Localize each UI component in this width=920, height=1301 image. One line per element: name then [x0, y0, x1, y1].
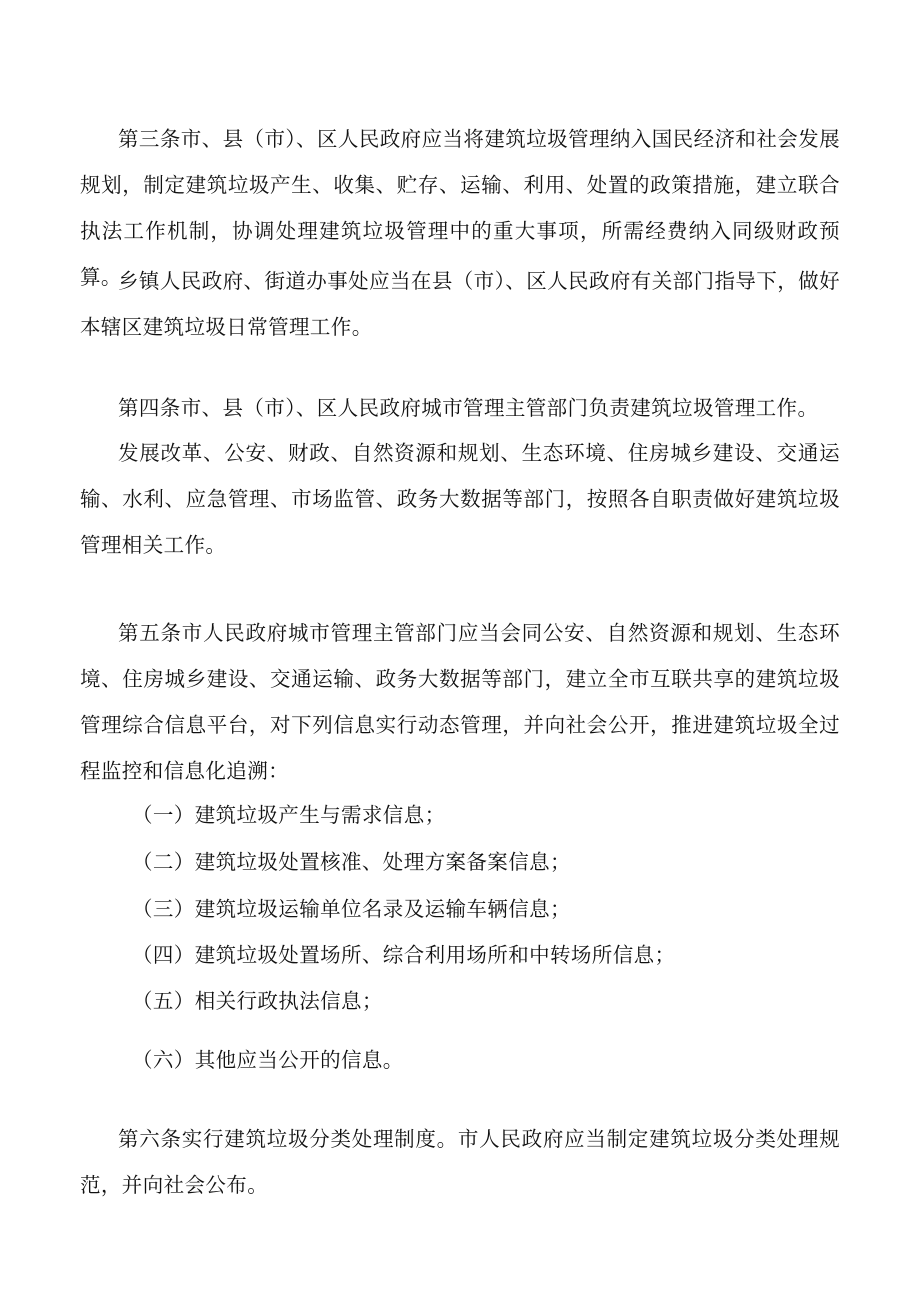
article-5-list-item: （五）相关行政执法信息；: [132, 989, 383, 1013]
article-4-paragraph-1: 第四条市、县（市）、区人民政府城市管理主管部门负责建筑垃圾管理工作。: [118, 396, 819, 420]
article-5-list-item: （一）建筑垃圾产生与需求信息；: [132, 803, 446, 827]
article-6-paragraph-1: 第六条实行建筑垃圾分类处理制度。市人民政府应当制定建筑垃圾分类处理规范，并向社会公布。: [80, 1127, 840, 1197]
article-5-paragraph-1: 第五条市人民政府城市管理主管部门应当会同公安、自然资源和规划、生态环境、住房城乡建设、交通运输、政务大数据等部门，建立全市互联共享的建筑垃圾管理综合信息平台，对下列信息实行动态管理，并向社会公开，推进建筑垃圾全过程监控和信息化追溯：: [80, 621, 840, 783]
article-3-paragraph-2: 乡镇人民政府、街道办事处应当在县（市）、区人民政府有关部门指导下，做好本辖区建筑垃圾日常管理工作。: [80, 269, 840, 339]
article-5-list-item: （六）其他应当公开的信息。: [132, 1048, 404, 1072]
article-3-paragraph-1: 第三条市、县（市）、区人民政府应当将建筑垃圾管理纳入国民经济和社会发展规划，制定建筑垃圾产生、收集、贮存、运输、利用、处置的政策措施，建立联合执法工作机制，协调处理建筑垃圾管理中的重大事项，所需经费纳入同级财政预算。: [80, 127, 840, 289]
article-5-list-item: （三）建筑垃圾运输单位名录及运输车辆信息；: [132, 897, 571, 921]
article-5-list-item: （二）建筑垃圾处置核准、处理方案备案信息；: [132, 850, 571, 874]
article-5-list-item: （四）建筑垃圾处置场所、综合利用场所和中转场所信息；: [132, 943, 676, 967]
article-4-paragraph-2: 发展改革、公安、财政、自然资源和规划、生态环境、住房城乡建设、交通运输、水利、应急管理、市场监管、政务大数据等部门，按照各自职责做好建筑垃圾管理相关工作。: [80, 441, 840, 557]
